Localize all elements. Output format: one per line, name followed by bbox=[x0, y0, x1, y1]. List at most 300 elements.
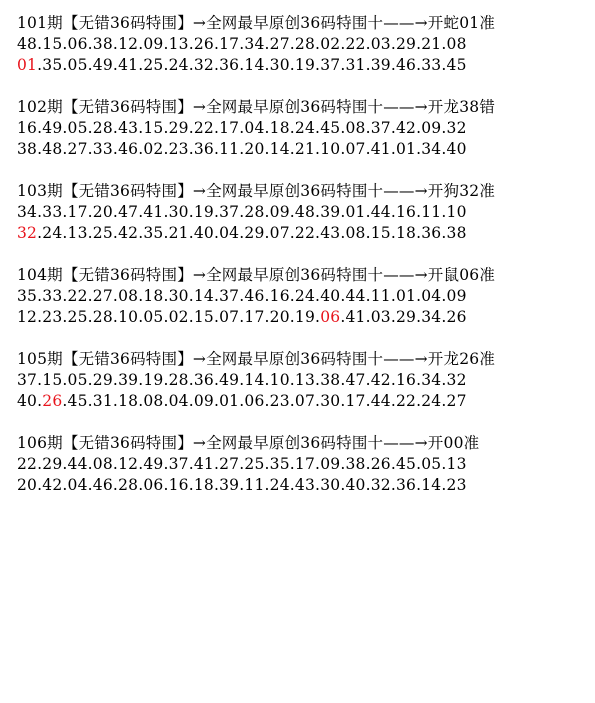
separator-dot: . bbox=[264, 455, 270, 473]
period-header: 105期【无错36码特围】→全网最早原创36码特围十——→开龙26准 bbox=[17, 350, 496, 368]
separator-dot: . bbox=[188, 392, 194, 410]
separator-dot: . bbox=[112, 203, 119, 221]
separator-dot: . bbox=[239, 455, 245, 473]
number-cell: 28 bbox=[244, 203, 265, 221]
separator-dot: . bbox=[163, 476, 169, 494]
separator-dot: . bbox=[163, 392, 169, 410]
number-cell: 06 bbox=[244, 392, 265, 410]
separator-dot: . bbox=[340, 203, 346, 221]
number-cell: 33 bbox=[42, 203, 63, 221]
separator-dot: . bbox=[213, 476, 220, 494]
number-cell: 05 bbox=[143, 308, 164, 326]
number-cell: 46 bbox=[395, 56, 417, 74]
number-cell: 32 bbox=[193, 56, 214, 74]
number-row bbox=[17, 202, 587, 223]
separator-dot: . bbox=[441, 392, 447, 410]
number-cell: 46 bbox=[92, 476, 113, 494]
number-cell: 01 bbox=[395, 287, 417, 305]
number-cell: 13 bbox=[67, 224, 88, 242]
separator-dot: . bbox=[390, 308, 396, 326]
separator-dot: . bbox=[315, 56, 321, 74]
separator-dot: . bbox=[390, 203, 396, 221]
number-row bbox=[17, 454, 587, 475]
separator-dot: . bbox=[87, 35, 93, 53]
number-cell: 43 bbox=[294, 476, 316, 494]
separator-dot: . bbox=[163, 140, 169, 158]
separator-dot: . bbox=[264, 308, 270, 326]
number-cell: 46 bbox=[118, 140, 139, 158]
separator-dot: . bbox=[213, 308, 220, 326]
separator-dot: . bbox=[138, 203, 144, 221]
separator-dot: . bbox=[340, 371, 346, 389]
number-cell: 25 bbox=[92, 224, 113, 242]
separator-dot: . bbox=[138, 308, 144, 326]
number-cell: 04 bbox=[421, 287, 442, 305]
number-cell: 24 bbox=[294, 287, 316, 305]
separator-dot: . bbox=[416, 203, 422, 221]
number-cell: 33 bbox=[421, 56, 442, 74]
number-cell: 46 bbox=[244, 287, 265, 305]
separator-dot: . bbox=[87, 119, 93, 137]
separator-dot: . bbox=[239, 56, 245, 74]
number-cell: 03 bbox=[370, 35, 391, 53]
number-cell: 19 bbox=[294, 56, 316, 74]
number-cell: 35 bbox=[17, 287, 38, 305]
number-cell: 16 bbox=[269, 287, 290, 305]
number-cell: 35 bbox=[269, 455, 290, 473]
separator-dot: . bbox=[138, 371, 144, 389]
number-cell: 37 bbox=[219, 203, 240, 221]
number-cell: 36 bbox=[421, 224, 442, 242]
number-row bbox=[17, 223, 587, 244]
number-cell: 11 bbox=[370, 287, 391, 305]
number-cell: 23 bbox=[446, 476, 467, 494]
separator-dot: . bbox=[62, 287, 68, 305]
separator-dot: . bbox=[340, 119, 346, 137]
separator-dot: . bbox=[289, 287, 295, 305]
number-cell: 14 bbox=[269, 140, 290, 158]
separator-dot: . bbox=[289, 392, 295, 410]
separator-dot: . bbox=[441, 308, 447, 326]
number-cell: 10 bbox=[446, 203, 467, 221]
number-cell: 34 bbox=[17, 203, 38, 221]
number-cell: 28 bbox=[92, 119, 113, 137]
number-cell: 10 bbox=[269, 371, 290, 389]
separator-dot: . bbox=[416, 455, 422, 473]
separator-dot: . bbox=[315, 371, 321, 389]
number-cell: 17 bbox=[67, 203, 88, 221]
number-row bbox=[17, 118, 587, 139]
separator-dot: . bbox=[188, 476, 194, 494]
number-cell: 15 bbox=[143, 119, 164, 137]
separator-dot: . bbox=[163, 308, 169, 326]
number-cell: 21 bbox=[294, 140, 316, 158]
number-cell: 08 bbox=[345, 119, 366, 137]
separator-dot: . bbox=[441, 203, 447, 221]
separator-dot: . bbox=[416, 392, 422, 410]
separator-dot: . bbox=[213, 140, 220, 158]
separator-dot: . bbox=[112, 287, 119, 305]
number-cell: 42 bbox=[370, 371, 391, 389]
number-cell: 38 bbox=[92, 35, 113, 53]
number-cell: 11 bbox=[421, 203, 442, 221]
number-cell: 29 bbox=[168, 119, 189, 137]
separator-dot: . bbox=[62, 476, 68, 494]
number-cell: 19 bbox=[143, 371, 164, 389]
separator-dot: . bbox=[289, 203, 295, 221]
number-cell: 41 bbox=[193, 455, 214, 473]
number-cell: 28 bbox=[168, 371, 189, 389]
number-row bbox=[17, 370, 587, 391]
number-cell: 08 bbox=[92, 455, 113, 473]
winning-number: 06 bbox=[320, 308, 341, 326]
separator-dot: . bbox=[112, 308, 119, 326]
separator-dot: . bbox=[315, 140, 321, 158]
number-cell: 08 bbox=[143, 392, 164, 410]
number-cell: 43 bbox=[118, 119, 139, 137]
number-cell: 05 bbox=[67, 56, 88, 74]
number-cell: 41 bbox=[370, 140, 391, 158]
number-cell: 04 bbox=[67, 476, 88, 494]
number-cell: 16 bbox=[395, 203, 417, 221]
separator-dot: . bbox=[441, 224, 447, 242]
number-cell: 09 bbox=[143, 35, 164, 53]
separator-dot: . bbox=[188, 224, 194, 242]
separator-dot: . bbox=[264, 56, 270, 74]
number-cell: 26 bbox=[446, 308, 467, 326]
separator-dot: . bbox=[163, 119, 169, 137]
period-block bbox=[17, 13, 587, 76]
separator-dot: . bbox=[138, 455, 144, 473]
separator-dot: . bbox=[112, 371, 119, 389]
number-cell: 40 bbox=[320, 287, 341, 305]
number-row bbox=[17, 139, 587, 160]
number-cell: 34 bbox=[421, 371, 442, 389]
separator-dot: . bbox=[138, 35, 144, 53]
number-cell: 48 bbox=[17, 35, 38, 53]
separator-dot: . bbox=[340, 140, 346, 158]
number-cell: 26 bbox=[370, 455, 391, 473]
number-cell: 32 bbox=[370, 476, 391, 494]
number-cell: 34 bbox=[244, 35, 265, 53]
separator-dot: . bbox=[289, 119, 295, 137]
number-cell: 04 bbox=[219, 224, 240, 242]
winning-number: 01 bbox=[17, 56, 38, 74]
separator-dot: . bbox=[112, 140, 119, 158]
separator-dot: . bbox=[340, 287, 346, 305]
separator-dot: . bbox=[163, 203, 169, 221]
separator-dot: . bbox=[390, 476, 396, 494]
number-cell: 37 bbox=[168, 455, 189, 473]
separator-dot: . bbox=[289, 140, 295, 158]
number-cell: 10 bbox=[320, 140, 341, 158]
separator-dot: . bbox=[315, 308, 321, 326]
number-cell: 26 bbox=[193, 35, 214, 53]
separator-dot: . bbox=[213, 392, 220, 410]
number-cell: 10 bbox=[118, 308, 139, 326]
separator-dot: . bbox=[315, 392, 321, 410]
number-cell: 22 bbox=[193, 119, 214, 137]
number-cell: 13 bbox=[294, 371, 316, 389]
number-cell: 37 bbox=[219, 287, 240, 305]
number-cell: 07 bbox=[269, 224, 290, 242]
number-cell: 15 bbox=[193, 308, 214, 326]
number-cell: 49 bbox=[92, 56, 113, 74]
separator-dot: . bbox=[37, 224, 43, 242]
separator-dot: . bbox=[239, 476, 245, 494]
number-row bbox=[17, 307, 587, 328]
separator-dot: . bbox=[62, 455, 68, 473]
number-cell: 15 bbox=[370, 224, 391, 242]
separator-dot: . bbox=[138, 224, 144, 242]
separator-dot: . bbox=[87, 140, 93, 158]
separator-dot: . bbox=[37, 35, 43, 53]
separator-dot: . bbox=[188, 287, 194, 305]
number-cell: 33 bbox=[92, 140, 113, 158]
separator-dot: . bbox=[112, 455, 119, 473]
number-cell: 18 bbox=[193, 476, 214, 494]
number-cell: 17 bbox=[294, 455, 316, 473]
separator-dot: . bbox=[62, 392, 68, 410]
separator-dot: . bbox=[441, 35, 447, 53]
number-cell: 44 bbox=[345, 287, 366, 305]
separator-dot: . bbox=[441, 56, 447, 74]
number-cell: 29 bbox=[42, 455, 63, 473]
number-cell: 18 bbox=[143, 287, 164, 305]
number-cell: 43 bbox=[320, 224, 341, 242]
separator-dot: . bbox=[138, 287, 144, 305]
separator-dot: . bbox=[390, 56, 396, 74]
separator-dot: . bbox=[87, 203, 93, 221]
number-cell: 24 bbox=[42, 224, 63, 242]
separator-dot: . bbox=[188, 371, 194, 389]
separator-dot: . bbox=[239, 35, 245, 53]
separator-dot: . bbox=[315, 35, 321, 53]
separator-dot: . bbox=[62, 140, 68, 158]
number-cell: 39 bbox=[320, 203, 341, 221]
number-cell: 28 bbox=[92, 308, 113, 326]
separator-dot: . bbox=[416, 287, 422, 305]
number-cell: 18 bbox=[269, 119, 290, 137]
number-cell: 04 bbox=[168, 392, 189, 410]
separator-dot: . bbox=[289, 371, 295, 389]
separator-dot: . bbox=[340, 392, 346, 410]
separator-dot: . bbox=[239, 119, 245, 137]
number-cell: 22 bbox=[294, 224, 316, 242]
number-cell: 49 bbox=[42, 119, 63, 137]
number-cell: 29 bbox=[395, 308, 417, 326]
separator-dot: . bbox=[441, 455, 447, 473]
number-cell: 23 bbox=[269, 392, 290, 410]
number-cell: 25 bbox=[244, 455, 265, 473]
period-header: 104期【无错36码特围】→全网最早原创36码特围十——→开鼠06准 bbox=[17, 266, 496, 284]
separator-dot: . bbox=[365, 371, 371, 389]
number-cell: 30 bbox=[168, 287, 189, 305]
number-cell: 40 bbox=[446, 140, 467, 158]
separator-dot: . bbox=[264, 35, 270, 53]
number-cell: 08 bbox=[446, 35, 467, 53]
separator-dot: . bbox=[264, 140, 270, 158]
number-cell: 37 bbox=[320, 56, 341, 74]
number-cell: 29 bbox=[92, 371, 113, 389]
separator-dot: . bbox=[62, 308, 68, 326]
number-cell: 19 bbox=[294, 308, 316, 326]
separator-dot: . bbox=[163, 56, 169, 74]
number-cell: 21 bbox=[421, 35, 442, 53]
number-cell: 15 bbox=[42, 35, 63, 53]
number-cell: 13 bbox=[446, 455, 467, 473]
number-cell: 47 bbox=[118, 203, 139, 221]
separator-dot: . bbox=[239, 140, 245, 158]
number-cell: 38 bbox=[320, 371, 341, 389]
separator-dot: . bbox=[163, 371, 169, 389]
separator-dot: . bbox=[62, 203, 68, 221]
separator-dot: . bbox=[264, 119, 270, 137]
separator-dot: . bbox=[37, 56, 43, 74]
number-cell: 39 bbox=[370, 56, 391, 74]
number-cell: 41 bbox=[118, 56, 139, 74]
separator-dot: . bbox=[188, 455, 194, 473]
number-cell: 16 bbox=[17, 119, 38, 137]
separator-dot: . bbox=[213, 119, 220, 137]
separator-dot: . bbox=[112, 224, 119, 242]
separator-dot: . bbox=[37, 392, 43, 410]
separator-dot: . bbox=[188, 119, 194, 137]
period-header: 103期【无错36码特围】→全网最早原创36码特围十——→开狗32准 bbox=[17, 182, 496, 200]
separator-dot: . bbox=[416, 371, 422, 389]
separator-dot: . bbox=[213, 455, 220, 473]
separator-dot: . bbox=[188, 203, 194, 221]
separator-dot: . bbox=[239, 203, 245, 221]
separator-dot: . bbox=[315, 203, 321, 221]
separator-dot: . bbox=[62, 371, 68, 389]
separator-dot: . bbox=[340, 476, 346, 494]
number-cell: 44 bbox=[67, 455, 88, 473]
period-block bbox=[17, 97, 587, 160]
number-cell: 38 bbox=[446, 224, 467, 242]
separator-dot: . bbox=[416, 56, 422, 74]
number-cell: 09 bbox=[446, 287, 467, 305]
separator-dot: . bbox=[87, 476, 93, 494]
separator-dot: . bbox=[416, 140, 422, 158]
number-cell: 17 bbox=[219, 119, 240, 137]
separator-dot: . bbox=[390, 119, 396, 137]
number-cell: 45 bbox=[446, 56, 467, 74]
separator-dot: . bbox=[390, 224, 396, 242]
separator-dot: . bbox=[87, 287, 93, 305]
separator-dot: . bbox=[239, 308, 245, 326]
number-cell: 31 bbox=[92, 392, 113, 410]
number-cell: 38 bbox=[345, 455, 366, 473]
separator-dot: . bbox=[315, 224, 321, 242]
number-cell: 20 bbox=[269, 308, 290, 326]
number-cell: 02 bbox=[320, 35, 341, 53]
separator-dot: . bbox=[365, 203, 371, 221]
separator-dot: . bbox=[87, 371, 93, 389]
separator-dot: . bbox=[239, 371, 245, 389]
separator-dot: . bbox=[390, 371, 396, 389]
separator-dot: . bbox=[62, 35, 68, 53]
number-cell: 31 bbox=[345, 56, 366, 74]
number-cell: 17 bbox=[345, 392, 366, 410]
number-cell: 33 bbox=[42, 287, 63, 305]
number-cell: 24 bbox=[421, 392, 442, 410]
number-cell: 41 bbox=[143, 203, 164, 221]
number-cell: 07 bbox=[345, 140, 366, 158]
number-cell: 12 bbox=[17, 308, 38, 326]
separator-dot: . bbox=[289, 35, 295, 53]
number-cell: 37 bbox=[370, 119, 391, 137]
number-row bbox=[17, 391, 587, 412]
number-cell: 01 bbox=[219, 392, 240, 410]
number-cell: 45 bbox=[320, 119, 341, 137]
number-cell: 11 bbox=[219, 140, 240, 158]
separator-dot: . bbox=[390, 287, 396, 305]
separator-dot: . bbox=[37, 476, 43, 494]
number-cell: 32 bbox=[446, 371, 467, 389]
document-body bbox=[17, 13, 587, 517]
separator-dot: . bbox=[213, 371, 220, 389]
number-cell: 19 bbox=[193, 203, 214, 221]
separator-dot: . bbox=[390, 140, 396, 158]
number-cell: 01 bbox=[395, 140, 417, 158]
number-cell: 40 bbox=[345, 476, 366, 494]
separator-dot: . bbox=[390, 392, 396, 410]
number-cell: 21 bbox=[168, 224, 189, 242]
separator-dot: . bbox=[365, 392, 371, 410]
separator-dot: . bbox=[138, 119, 144, 137]
number-cell: 41 bbox=[345, 308, 366, 326]
number-cell: 36 bbox=[219, 56, 240, 74]
separator-dot: . bbox=[112, 392, 119, 410]
separator-dot: . bbox=[87, 308, 93, 326]
separator-dot: . bbox=[365, 56, 371, 74]
number-cell: 14 bbox=[244, 371, 265, 389]
separator-dot: . bbox=[264, 371, 270, 389]
number-cell: 02 bbox=[168, 308, 189, 326]
separator-dot: . bbox=[112, 56, 119, 74]
number-cell: 22 bbox=[395, 392, 417, 410]
number-cell: 30 bbox=[320, 476, 341, 494]
separator-dot: . bbox=[416, 224, 422, 242]
number-cell: 27 bbox=[67, 140, 88, 158]
separator-dot: . bbox=[87, 224, 93, 242]
separator-dot: . bbox=[163, 287, 169, 305]
number-row bbox=[17, 55, 587, 76]
number-cell: 12 bbox=[118, 35, 139, 53]
separator-dot: . bbox=[163, 455, 169, 473]
number-cell: 34 bbox=[421, 308, 442, 326]
separator-dot: . bbox=[138, 56, 144, 74]
period-block bbox=[17, 349, 587, 412]
number-cell: 30 bbox=[320, 392, 341, 410]
separator-dot: . bbox=[365, 287, 371, 305]
number-cell: 37 bbox=[17, 371, 38, 389]
number-row bbox=[17, 475, 587, 496]
number-cell: 47 bbox=[345, 371, 366, 389]
winning-number: 32 bbox=[17, 224, 38, 242]
number-cell: 07 bbox=[219, 308, 240, 326]
number-cell: 44 bbox=[370, 203, 391, 221]
number-cell: 28 bbox=[294, 35, 316, 53]
number-cell: 09 bbox=[193, 392, 214, 410]
number-cell: 30 bbox=[168, 203, 189, 221]
number-cell: 12 bbox=[118, 455, 139, 473]
separator-dot: . bbox=[37, 371, 43, 389]
number-cell: 24 bbox=[294, 119, 316, 137]
number-cell: 24 bbox=[269, 476, 290, 494]
separator-dot: . bbox=[441, 371, 447, 389]
